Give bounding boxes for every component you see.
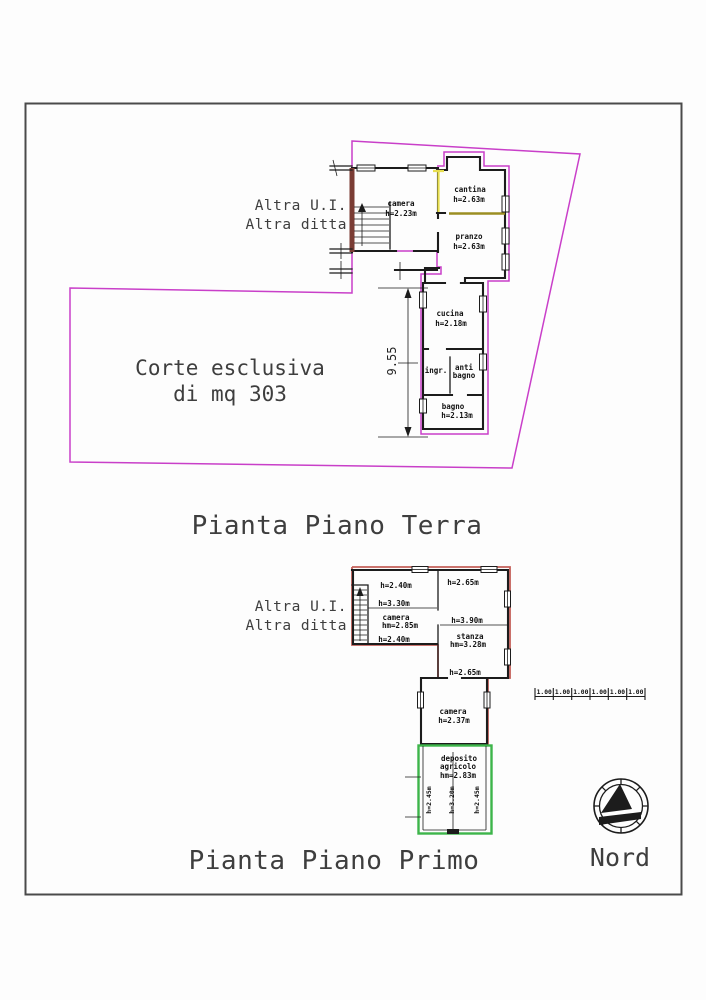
room-label-cucina: cucina [436,309,464,318]
window-icon [480,354,487,370]
camera-sud-height: h=2.37m [438,716,470,725]
room-label-antibagno-1: anti [454,363,474,372]
stair-arrow-head [358,203,366,212]
window-icon [502,228,509,244]
other-unit-note-first-1: Altra U.I. [254,599,347,615]
window-icon [408,165,426,171]
window-icon [412,567,428,573]
other-unit-note-ground-1: Altra U.I. [254,198,347,214]
window-icon [505,649,511,665]
party-wall-brown [350,168,355,252]
room-label-bagno: bagno [441,402,465,411]
window-icon [484,692,490,708]
stanza-h-colmo: h=3.90m [451,616,483,625]
scale-seg-label: 1.00 [628,689,644,696]
deposito-h-center: h=3.20m [448,786,456,814]
window-icon [357,165,375,171]
deposito-label-1: deposito [440,754,478,763]
scale-seg-label: 1.00 [591,689,607,696]
deposito-h-right: h=2.45m [473,786,481,814]
window-icon [480,296,487,312]
first-floor-title: Pianta Piano Primo [188,846,480,876]
stanza-name: stanza [456,632,484,641]
room-label-antibagno-2: bagno [452,371,476,380]
deposito-label-2: agricolo [439,762,477,771]
room-label-ingresso: ingr. [424,366,448,375]
window-icon [502,254,509,270]
room-height-pranzo: h=2.63m [453,242,485,251]
window-icon [505,591,511,607]
stairs-first [352,585,368,644]
ground-floor-plan [70,141,580,541]
scale-seg-label: 1.00 [573,689,589,696]
ground-floor-title: Pianta Piano Terra [191,511,483,541]
window-icon [481,567,497,573]
camera-nord-h-bottom: h=2.40m [378,635,410,644]
scale-seg-label: 1.00 [609,689,626,696]
deposito-door-mark [447,829,459,834]
other-unit-note-first-2: Altra ditta [245,618,347,634]
window-icon [502,196,509,212]
wall-yellow-cantina [433,171,444,212]
stanza-h-bottom: h=2.65m [449,668,481,677]
court-boundary [70,141,580,468]
window-icon [420,399,427,413]
deposito-hm: hm=2.83m [439,771,477,780]
room-height-camera: h=2.23m [385,209,417,218]
scale-seg-label: 1.00 [536,689,552,696]
room-height-cucina: h=2.18m [435,319,467,328]
compass-needle [601,784,632,813]
camera-nord-hm: hm=2.85m [381,621,419,630]
north-label: Nord [589,843,651,872]
other-unit-note-ground-2: Altra ditta [245,217,347,233]
camera-nord-name: camera [382,613,410,622]
court-label-1: Corte esclusiva [135,356,325,380]
room-height-cantina: h=2.63m [453,195,485,204]
room-label-cantina: cantina [454,185,486,194]
room-height-bagno: h=2.13m [441,411,473,420]
room-label-camera: camera [387,199,415,208]
court-label-2: di mq 303 [173,382,287,406]
north-compass-icon [594,779,648,833]
window-icon [418,692,424,708]
wall-cantina-pranzo [423,157,505,283]
scale-bar [535,688,645,700]
camera-sud-name: camera [439,707,467,716]
unit-boundary-ground [352,152,509,434]
stair-arrow-head [357,587,364,596]
room-label-pranzo: pranzo [455,232,483,241]
camera-nord-h-top: h=2.40m [380,581,412,590]
deposito-h-left: h=2.45m [425,786,433,814]
dim-955-label: 9.55 [385,346,399,376]
stanza-h-top: h=2.65m [447,578,479,587]
scale-seg-label: 1.00 [554,689,571,696]
first-floor-plan [189,567,650,877]
windows-ground [357,165,509,413]
walls-first-outer [352,570,508,744]
window-icon [420,292,427,308]
camera-nord-h-colmo: h=3.30m [378,599,410,608]
stanza-hm: hm=3.28m [449,640,487,649]
